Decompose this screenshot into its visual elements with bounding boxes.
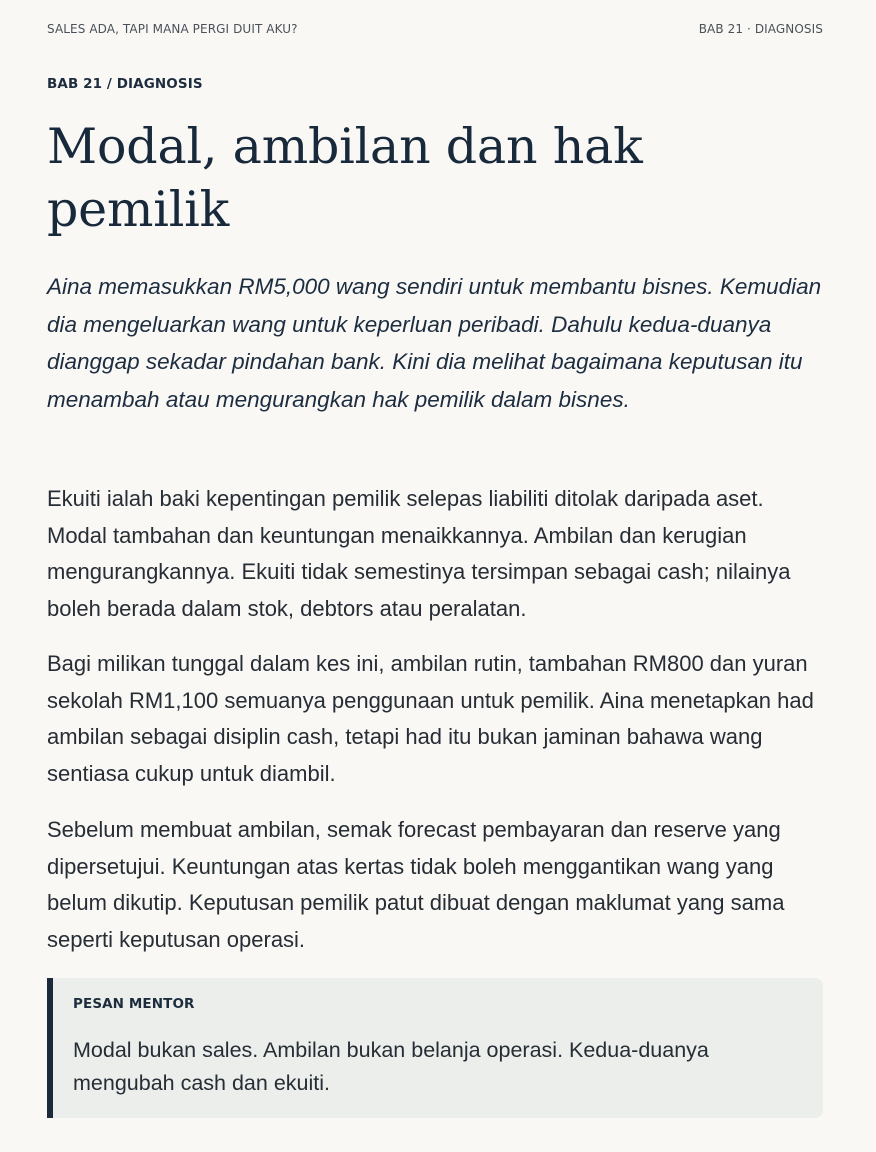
body-paragraph-3: Sebelum membuat ambilan, semak forecast pembayaran dan reserve yang dipersetujui. Keuntungan atas kertas tidak boleh menggantikan wang yang belum dikutip. Keputusan pemilik patut dibuat dengan maklumat yang sama seperti keputusan operasi. — [47, 817, 785, 952]
body-paragraph-2: Bagi milikan tunggal dalam kes ini, ambilan rutin, tambahan RM800 dan yuran sekolah RM1,100 semuanya penggunaan untuk pemilik. Aina menetapkan had ambilan sebagai disiplin cash, tetapi had itu bukan jaminan bahawa wang sentiasa cukup untuk diambil. — [47, 651, 814, 786]
running-header — [47, 22, 823, 36]
book-title: SALES ADA, TAPI MANA PERGI DUIT AKU? — [47, 22, 298, 36]
body-paragraph-1: Ekuiti ialah baki kepentingan pemilik selepas liabiliti ditolak daripada aset. Modal tambahan dan keuntungan menaikkannya. Ambilan dan kerugian mengurangkannya. Ekuiti tidak semestinya tersimpan sebagai cash; nilainya boleh berada dalam stok, debtors atau peralatan. — [47, 486, 791, 621]
page-title: Modal, ambilan dan hak pemilik — [47, 118, 643, 238]
mentor-callout — [47, 978, 823, 1118]
chapter-reference: BAB 21 · DIAGNOSIS — [698, 22, 823, 36]
chapter-kicker: BAB 21 / DIAGNOSIS — [47, 76, 203, 92]
callout-text: Modal bukan sales. Ambilan bukan belanja operasi. Kedua-duanya mengubah cash dan ekuiti. — [73, 1038, 709, 1095]
callout-label: PESAN MENTOR — [73, 996, 195, 1012]
lead-paragraph: Aina memasukkan RM5,000 wang sendiri untuk membantu bisnes. Kemudian dia mengeluarkan wang untuk keperluan peribadi. Dahulu kedua-duanya dianggap sekadar pindahan bank. Kini dia melihat bagaimana keputusan itu menambah atau mengurangkan hak pemilik dalam bisnes. — [47, 274, 822, 412]
